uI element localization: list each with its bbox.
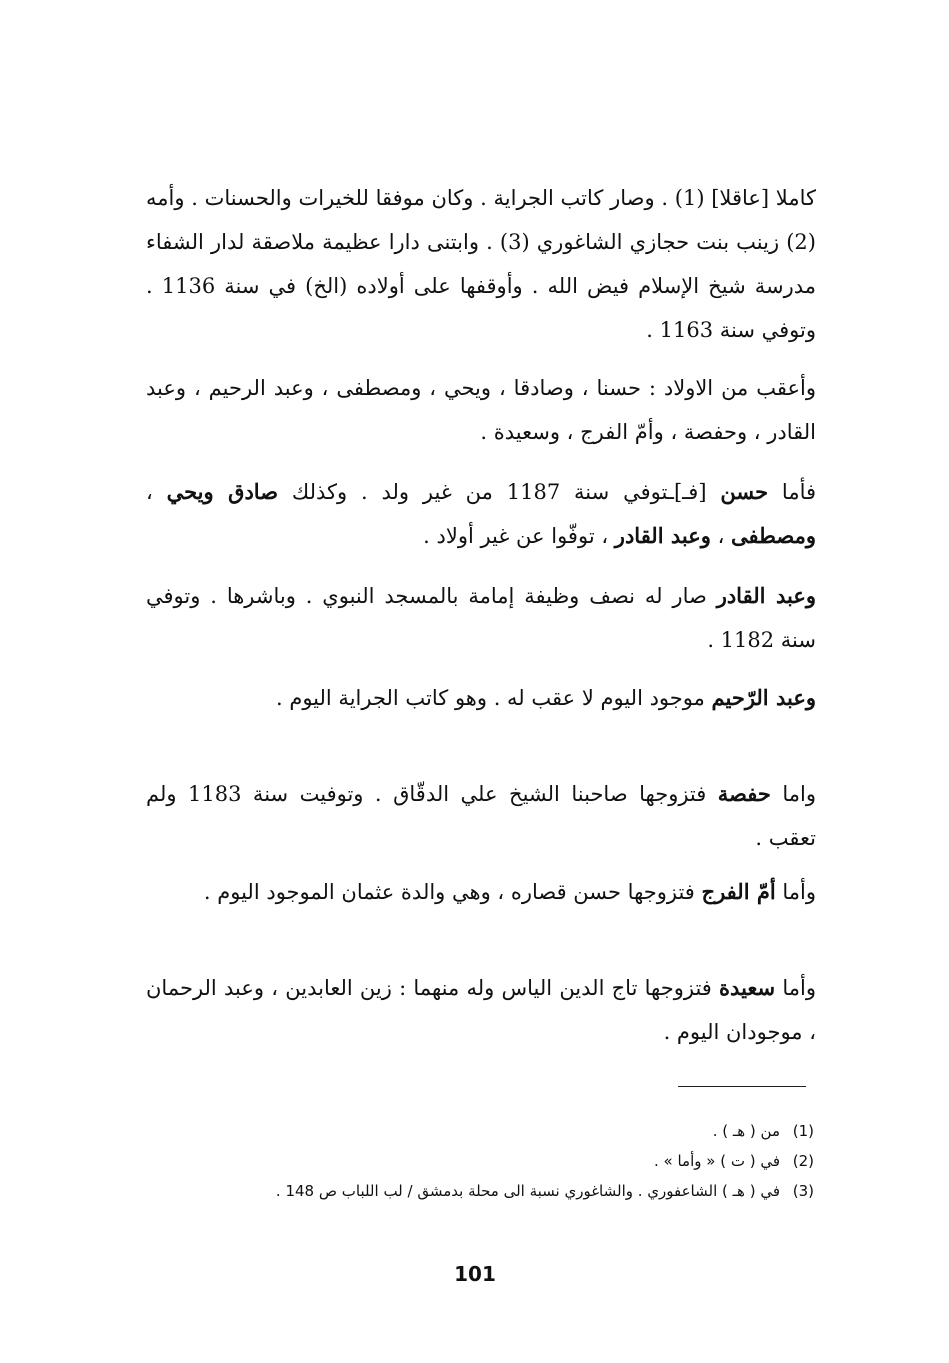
paragraph-text [146,772,816,860]
paragraph-text [146,366,816,454]
text-run: كاملا [عاقلا] (1) . وصار كاتب الجراية . وكان موفقا للخيرات والحسنات . وأمه (2) زينب بنت حجازي الشاغوري (3) . وابتنى دارا عظيمة ملاصقة لدار الشفاء مدرسة شيخ الإسلام فيض الله . وأوقفها على أولاده (الخ) في سنة 1136 . وتوفي سنة 1163 . [146,186,816,342]
footnote-2 [146,1150,814,1172]
footnote-3 [146,1180,814,1202]
paragraph-2 [146,366,816,454]
text-run: وأما [775,976,816,1000]
footnote-text: في ( هـ ) الشاعفوري . والشاغوري نسبة الى محلة بدمشق / لب اللباب ص 148 . [275,1182,780,1200]
paragraph-7 [146,870,816,914]
footnote-text: في ( ت ) « وأما » . [653,1152,780,1170]
paragraph-text [146,176,816,352]
footnote-number: (2) [792,1152,814,1170]
footnotes [146,1120,814,1210]
paragraph-text [146,676,816,720]
text-run: ، [710,524,732,548]
person-name: أمّ الفرج [701,879,776,904]
person-name: سعيدة [719,975,776,1000]
paragraph-5 [146,676,816,720]
paragraph-8 [146,966,816,1054]
person-name: صادق ويحي [166,479,279,504]
paragraph-text [146,574,816,662]
person-name: وعبد القادر [716,583,816,608]
paragraph-6 [146,772,816,860]
text-run: [فـ]ـتوفي سنة 1187 من غير ولد . وكذلك [278,480,721,504]
text-run: وأما [775,880,816,904]
footnote-number: (1) [792,1122,814,1140]
text-run: فتزوجها تاج الدين الياس وله منهما : زين العابدين ، وعبد الرحمان ، موجودان اليوم . [146,976,816,1044]
text-run: صار له نصف وظيفة إمامة بالمسجد النبوي . وباشرها . وتوفي سنة 1182 . [146,584,816,652]
text-run: موجود اليوم لا عقب له . وهو كاتب الجراية اليوم . [275,686,712,710]
paragraph-4 [146,574,816,662]
text-run: ، توفّوا عن غير أولاد . [423,524,615,548]
paragraph-text [146,870,816,914]
person-name: وعبد الرّحيم [711,685,816,710]
person-name: ومصطفى [731,523,816,548]
text-run: واما [770,782,816,806]
text-run: وأعقب من الاولاد : حسنا ، وصادقا ، ويحي ، ومصطفى ، وعبد الرحيم ، وعبد القادر ، وحفصة ، وأمّ الفرج ، وسعيدة . [146,376,816,444]
person-name: حسن [720,479,769,504]
paragraph-text [146,966,816,1054]
person-name: وعبد القادر [614,523,711,548]
paragraph-3 [146,470,816,558]
footnote-text: من ( هـ ) . [712,1122,780,1140]
text-run: فتزوجها صاحبنا الشيخ علي الدقّاق . وتوفيت سنة 1183 ولم تعقب . [146,782,816,850]
text-run: ، [146,480,167,504]
person-name: حفصة [717,781,771,806]
paragraph-text [146,470,816,558]
footnote-separator [678,1086,806,1087]
text-run: فتزوجها حسن قصاره ، وهي والدة عثمان الموجود اليوم . [203,880,702,904]
footnote-number: (3) [792,1182,814,1200]
paragraph-1 [146,176,816,352]
page-number: 101 [454,1262,496,1286]
text-run: فأما [768,480,817,504]
footnote-1 [146,1120,814,1142]
